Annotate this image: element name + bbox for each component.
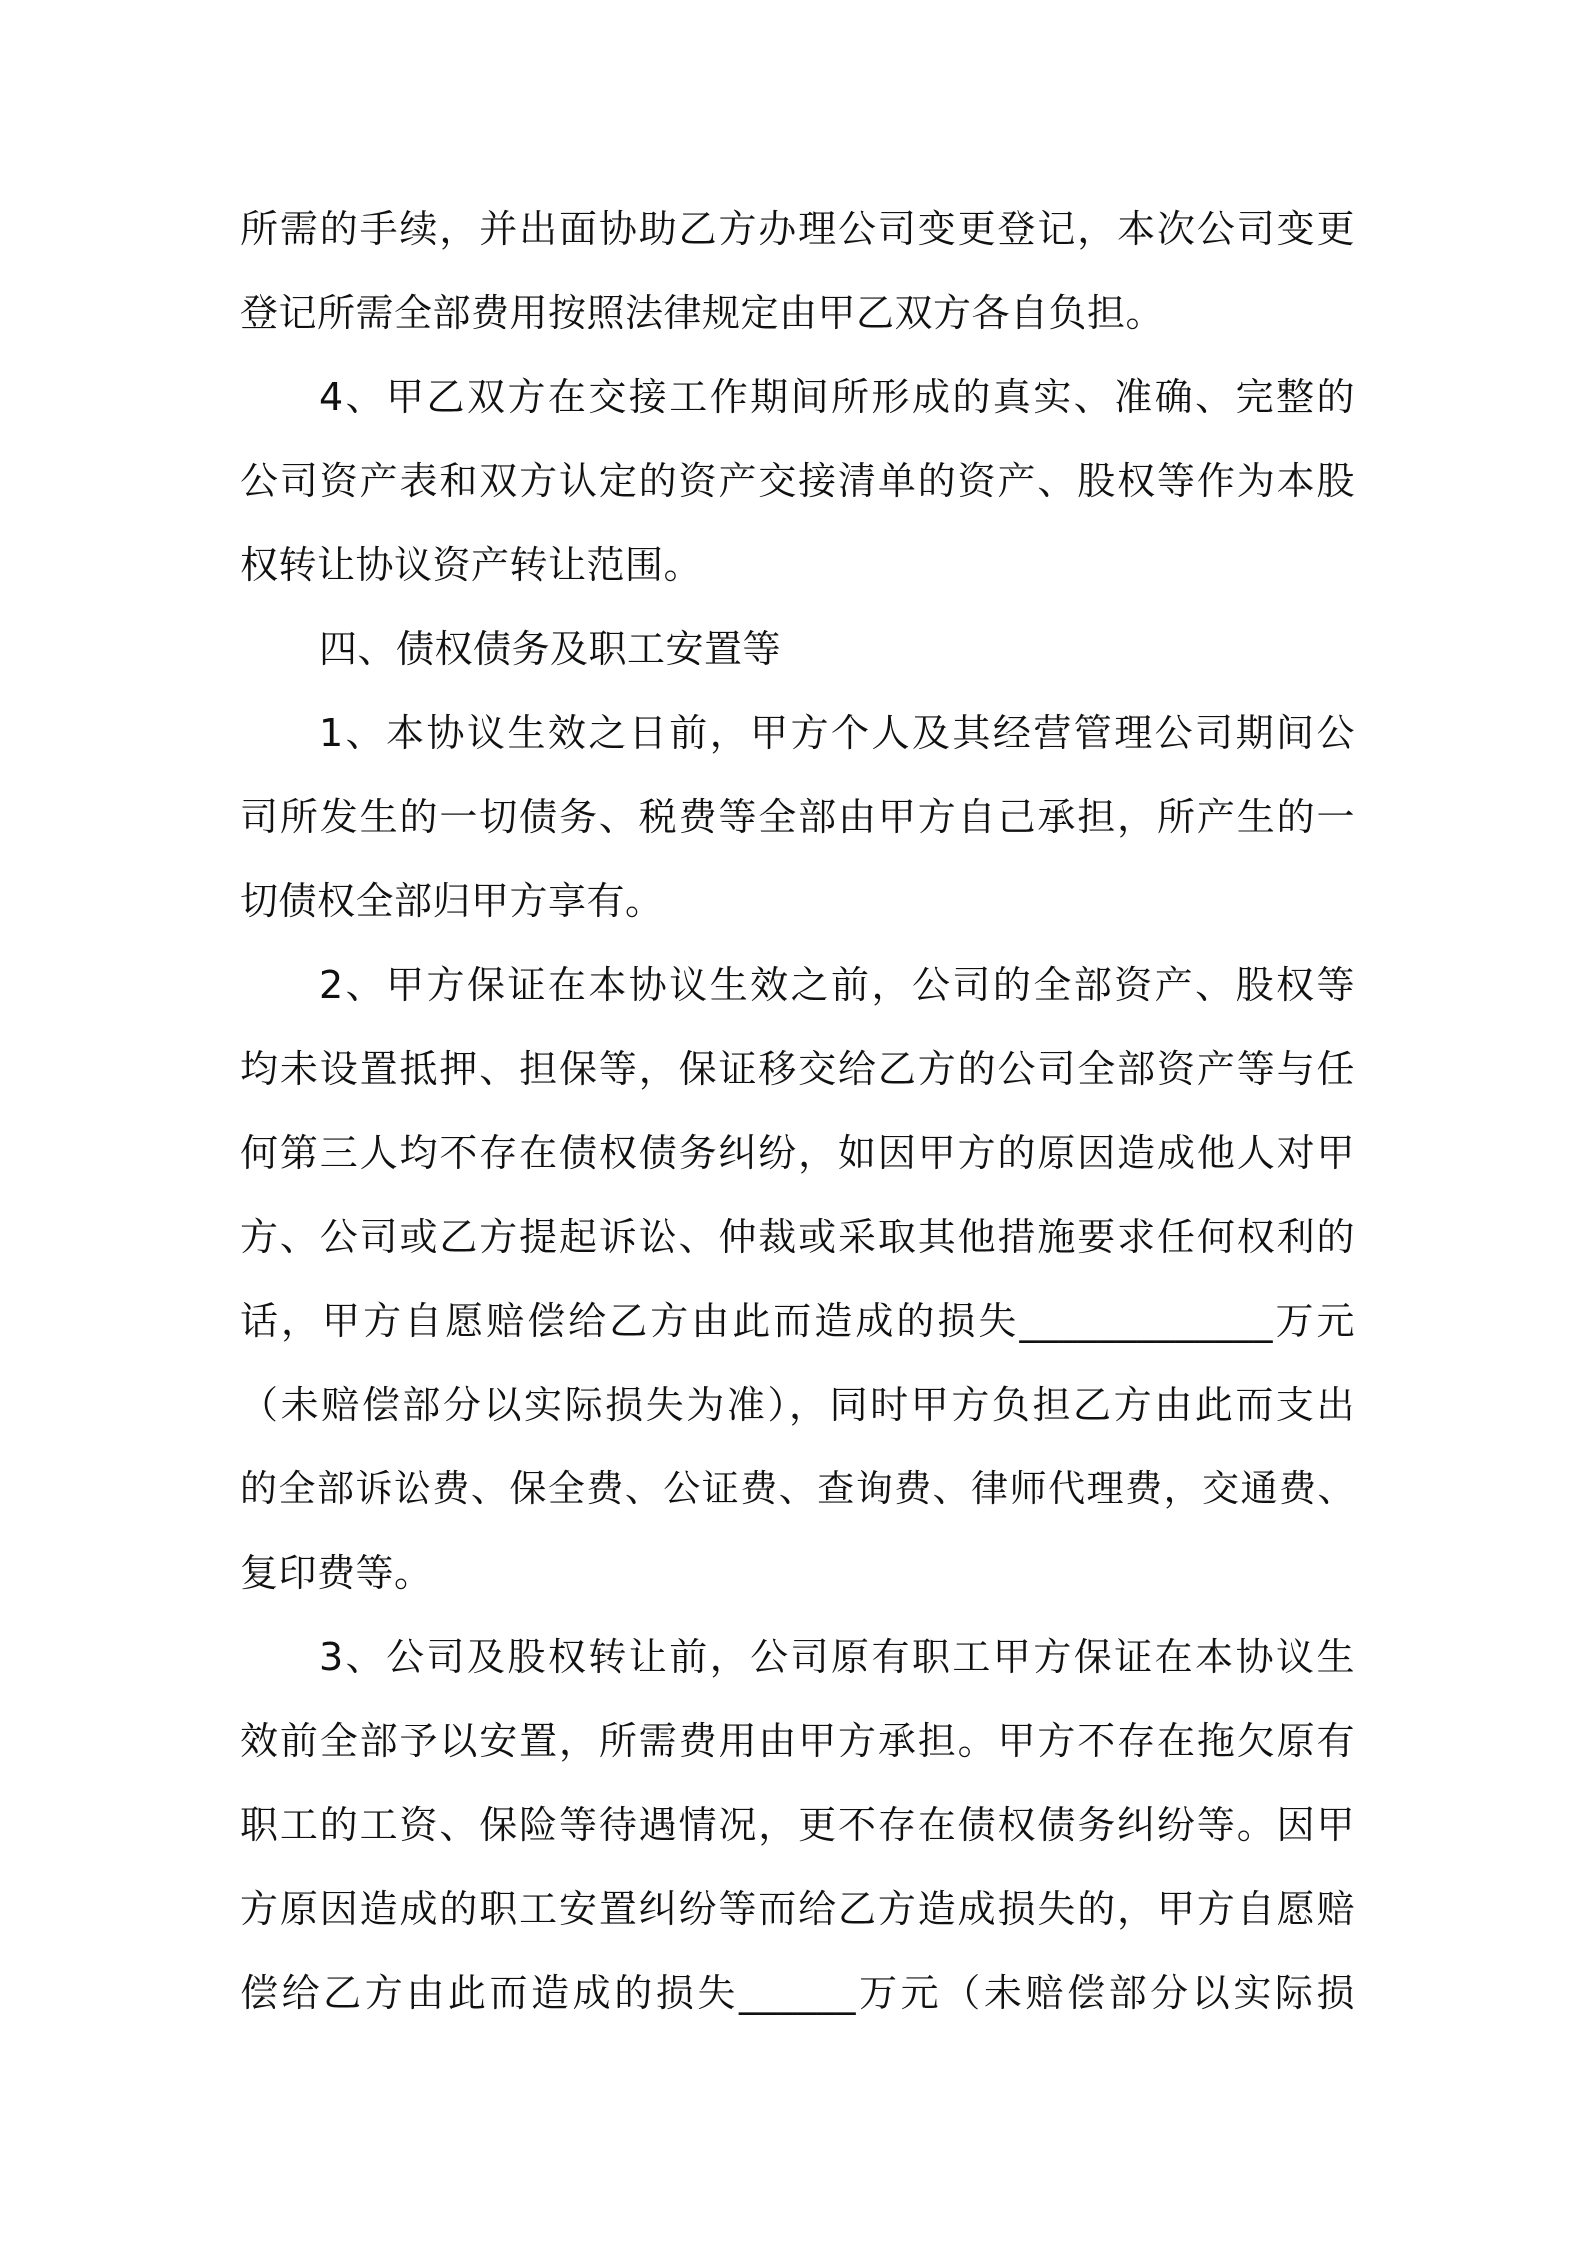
text-line: 所需的手续，并出面协助乙方办理公司变更登记，本次公司变更 [240,207,1355,251]
text-line: 话，甲方自愿赔偿给乙方由此而造成的损失_____________万元 [240,1299,1355,1343]
text-line: 复印费等。 [240,1551,433,1595]
text-line: 的全部诉讼费、保全费、公证费、查询费、律师代理费，交通费、 [240,1467,1355,1510]
text-line: 登记所需全部费用按照法律规定由甲乙双方各自负担。 [240,291,1165,335]
text-line: 偿给乙方由此而造成的损失______万元（未赔偿部分以实际损 [240,1971,1355,2015]
text-line: 何第三人均不存在债权债务纠纷，如因甲方的原因造成他人对甲 [240,1131,1355,1175]
text-line: 公司资产表和双方认定的资产交接清单的资产、股权等作为本股 [240,459,1355,503]
text-line: 方、公司或乙方提起诉讼、仲裁或采取其他措施要求任何权利的 [240,1215,1355,1259]
section-heading: 四、债权债务及职工安置等 [319,627,782,671]
text-line: 职工的工资、保险等待遇情况，更不存在债权债务纠纷等。因甲 [240,1803,1355,1847]
text-line: 方原因造成的职工安置纠纷等而给乙方造成损失的，甲方自愿赔 [240,1887,1355,1931]
text-line: 司所发生的一切债务、税费等全部由甲方自己承担，所产生的一 [240,795,1355,839]
text-line: （未赔偿部分以实际损失为准），同时甲方负担乙方由此而支出 [240,1383,1355,1427]
text-line: 权转让协议资产转让范围。 [240,543,703,587]
text-line: 2、甲方保证在本协议生效之前，公司的全部资产、股权等 [319,963,1355,1007]
text-line: 效前全部予以安置，所需费用由甲方承担。甲方不存在拖欠原有 [240,1719,1355,1763]
text-line: 切债权全部归甲方享有。 [240,879,664,923]
text-line: 3、公司及股权转让前，公司原有职工甲方保证在本协议生 [319,1635,1355,1679]
text-line: 1、本协议生效之日前，甲方个人及其经营管理公司期间公 [319,711,1355,755]
text-line: 4、甲乙双方在交接工作期间所形成的真实、准确、完整的 [319,375,1355,419]
text-line: 均未设置抵押、担保等，保证移交给乙方的公司全部资产等与任 [240,1047,1355,1091]
